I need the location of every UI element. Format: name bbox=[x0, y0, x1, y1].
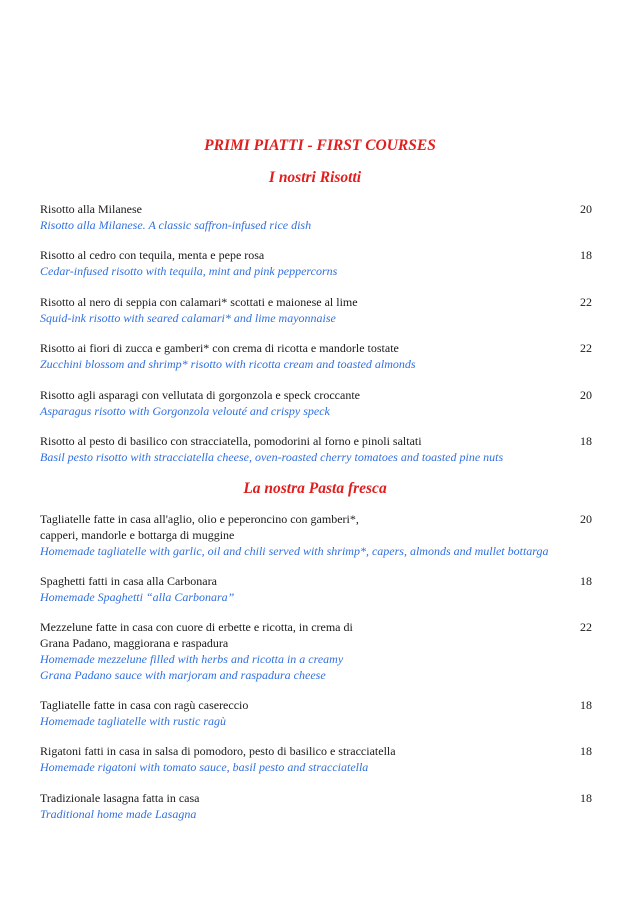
item-price: 20 bbox=[580, 388, 592, 402]
page-title: PRIMI PIATTI - FIRST COURSES bbox=[204, 137, 436, 154]
item-price: 22 bbox=[580, 620, 592, 634]
menu-item bbox=[40, 619, 592, 683]
item-price: 18 bbox=[580, 574, 592, 588]
item-name-it: Spaghetti fatti in casa alla Carbonara bbox=[40, 574, 217, 588]
menu-item bbox=[40, 511, 592, 559]
item-desc-en: Homemade rigatoni with tomato sauce, basil pesto and stracciatella bbox=[40, 760, 369, 774]
item-price: 18 bbox=[580, 791, 592, 805]
menu-item bbox=[40, 697, 592, 729]
menu-item bbox=[40, 387, 592, 419]
item-desc-en: Squid-ink risotto with seared calamari* and lime mayonnaise bbox=[40, 311, 336, 325]
item-desc-en: Basil pesto risotto with stracciatella cheese, oven-roasted cherry tomatoes and toasted pine nuts bbox=[40, 450, 504, 464]
item-name-it: Risotto al nero di seppia con calamari* scottati e maionese al lime bbox=[40, 295, 358, 309]
item-desc-en: Grana Padano sauce with marjoram and raspadura cheese bbox=[40, 668, 326, 682]
item-price: 18 bbox=[580, 698, 592, 712]
item-name-it: Mezzelune fatte in casa con cuore di erbette e ricotta, in crema di bbox=[40, 620, 353, 634]
menu-item bbox=[40, 340, 592, 372]
menu-item bbox=[40, 201, 592, 233]
menu-item bbox=[40, 743, 592, 775]
item-desc-en: Homemade Spaghetti “alla Carbonara” bbox=[40, 590, 235, 604]
menu-item bbox=[40, 247, 592, 279]
item-price: 18 bbox=[580, 434, 592, 448]
item-desc-en: Traditional home made Lasagna bbox=[40, 807, 197, 821]
item-name-it: Risotto ai fiori di zucca e gamberi* con crema di ricotta e mandorle tostate bbox=[40, 341, 399, 355]
item-desc-en: Asparagus risotto with Gorgonzola velouté and crispy speck bbox=[40, 404, 330, 418]
section-title-pasta: La nostra Pasta fresca bbox=[243, 480, 387, 497]
item-name-it: Rigatoni fatti in casa in salsa di pomodoro, pesto di basilico e stracciatella bbox=[40, 744, 396, 758]
item-name-it: Tradizionale lasagna fatta in casa bbox=[40, 791, 200, 805]
item-name-it: Tagliatelle fatte in casa con ragù casereccio bbox=[40, 698, 249, 712]
item-price: 18 bbox=[580, 248, 592, 262]
menu-item bbox=[40, 433, 592, 465]
item-price: 22 bbox=[580, 341, 592, 355]
item-desc-en: Zucchini blossom and shrimp* risotto with ricotta cream and toasted almonds bbox=[40, 357, 416, 371]
menu-item bbox=[40, 573, 592, 605]
item-desc-en: Risotto alla Milanese. A classic saffron-infused rice dish bbox=[40, 218, 312, 232]
section-title-risotti: I nostri Risotti bbox=[268, 169, 362, 186]
item-price: 22 bbox=[580, 295, 592, 309]
item-name-it: capperi, mandorle e bottarga di muggine bbox=[40, 528, 235, 542]
item-name-it: Tagliatelle fatte in casa all'aglio, olio e peperoncino con gamberi*, bbox=[40, 512, 359, 526]
item-name-it: Risotto agli asparagi con vellutata di gorgonzola e speck croccante bbox=[40, 388, 360, 402]
menu-item bbox=[40, 294, 592, 326]
item-name-it: Risotto alla Milanese bbox=[40, 202, 142, 216]
item-name-it: Grana Padano, maggiorana e raspadura bbox=[40, 636, 229, 650]
item-price: 20 bbox=[580, 202, 592, 216]
item-price: 18 bbox=[580, 744, 592, 758]
item-name-it: Risotto al cedro con tequila, menta e pepe rosa bbox=[40, 248, 265, 262]
item-desc-en: Homemade tagliatelle with garlic, oil and chili served with shrimp*, capers, almonds and mullet bottarga bbox=[40, 544, 549, 558]
item-desc-en: Homemade tagliatelle with rustic ragù bbox=[40, 714, 226, 728]
item-name-it: Risotto al pesto di basilico con stracciatella, pomodorini al forno e pinoli saltati bbox=[40, 434, 422, 448]
menu-item bbox=[40, 790, 592, 822]
item-price: 20 bbox=[580, 512, 592, 526]
item-desc-en: Homemade mezzelune filled with herbs and ricotta in a creamy bbox=[40, 652, 344, 666]
item-desc-en: Cedar-infused risotto with tequila, mint and pink peppercorns bbox=[40, 264, 338, 278]
